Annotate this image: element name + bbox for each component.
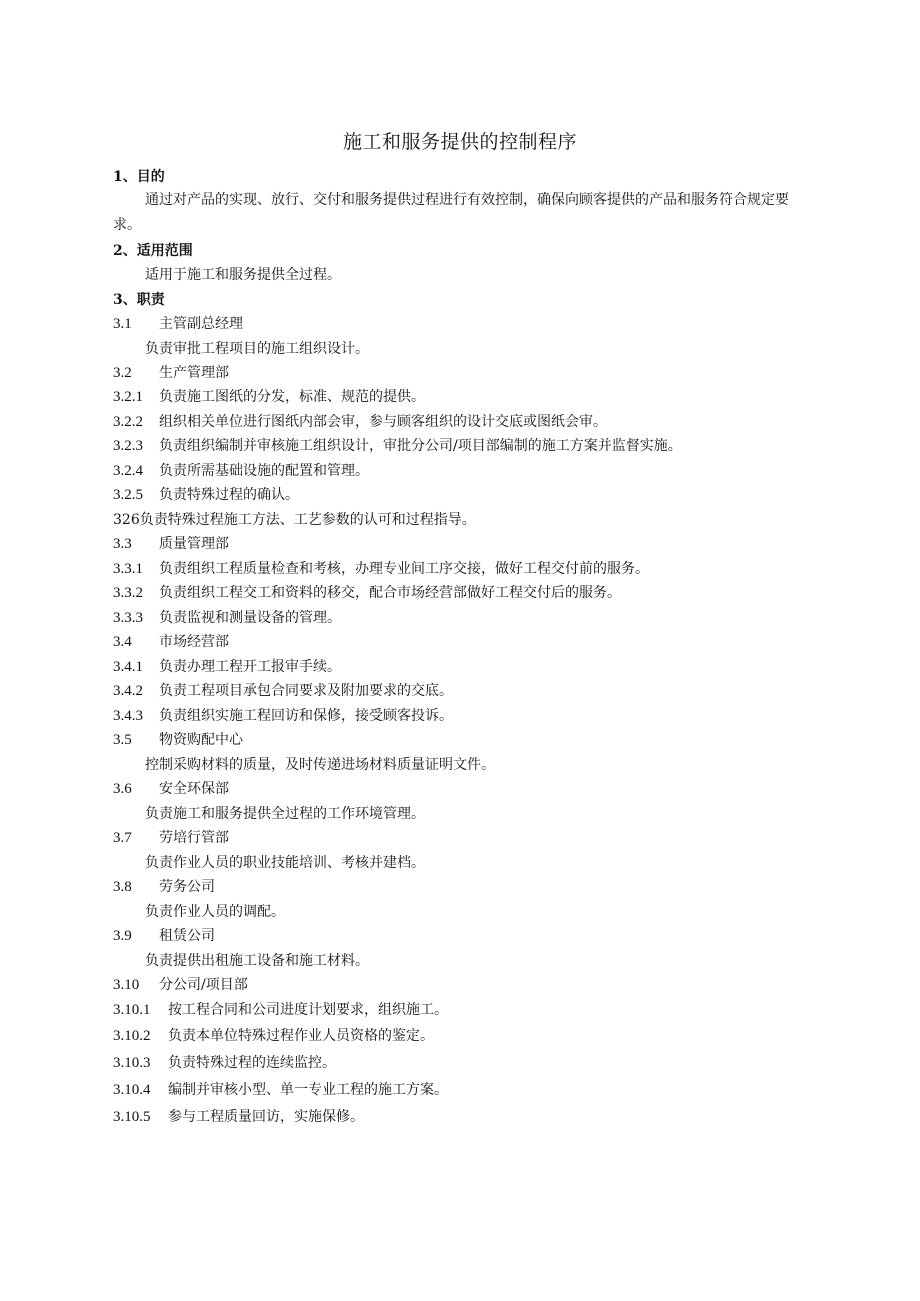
item-text: 负责作业人员的职业技能培训、考核并建档。 [145,855,425,871]
item-number: 3.8 [113,879,132,895]
item-text: 质量管理部 [159,536,229,552]
item-text: 负责施工图纸的分发，标准、规范的提供。 [159,389,425,405]
section-heading-scope: 2、适用范围 [113,243,193,259]
list-item [113,535,229,553]
item-text: 负责审批工程项目的施工组织设计。 [145,341,369,357]
item-number: 3.2.3 [113,438,143,454]
list-item [113,462,369,480]
list-item [145,340,369,358]
list-item [113,437,682,455]
list-item [113,976,248,994]
item-number: 3.2.5 [113,487,143,503]
list-item [145,805,425,823]
item-number: 3.10.2 [113,1028,151,1044]
item-number: 3.2.2 [113,414,143,430]
list-item [113,878,215,896]
list-item [113,413,607,431]
item-text: 负责组织工程质量检查和考核，办理专业间工序交接，做好工程交付前的服务。 [159,561,649,577]
section-body-scope: 适用于施工和服务提供全过程。 [145,267,341,283]
item-number: 3.3.1 [113,561,143,577]
item-text: 负责组织实施工程回访和保修，接受顾客投诉。 [159,708,453,724]
item-text: 负责办理工程开工报审手续。 [159,659,341,675]
item-text: 物资购配中心 [159,732,243,748]
item-number: 3.6 [113,781,132,797]
list-item [113,633,229,651]
item-number: 3.4.2 [113,683,143,699]
list-item [113,1081,448,1099]
item-text: 编制并审核小型、单一专业工程的施工方案。 [168,1082,448,1098]
list-item [113,1027,434,1045]
item-number: 3.10.3 [113,1055,151,1071]
item-text: 安全环保部 [159,781,229,797]
item-text: 主管副总经理 [159,316,243,332]
item-number: 3.10.5 [113,1109,151,1125]
list-item [113,829,229,847]
item-text: 负责组织编制并审核施工组织设计，审批分公司/项目部编制的施工方案并监督实施。 [159,438,682,454]
item-text: 负责组织工程交工和资料的移交，配合市场经营部做好工程交付后的服务。 [159,585,621,601]
section-heading-responsibilities: 3、职责 [113,292,165,308]
item-text: 负责提供出租施工设备和施工材料。 [145,953,369,969]
list-item [145,854,425,872]
item-text: 负责所需基础设施的配置和管理。 [159,463,369,479]
item-number: 3.4.1 [113,659,143,675]
list-item [113,560,649,578]
list-item [113,315,243,333]
item-text: 按工程合同和公司进度计划要求，组织施工。 [168,1002,448,1018]
list-item [113,388,425,406]
list-item [113,511,476,529]
item-text: 负责作业人员的调配。 [145,904,285,920]
item-text: 控制采购材料的质量，及时传递进场材料质量证明文件。 [145,757,495,773]
item-number: 3.4.3 [113,708,143,724]
item-text: 组织相关单位进行图纸内部会审，参与顾客组织的设计交底或图纸会审。 [159,414,607,430]
item-text: 负责监视和测量设备的管理。 [159,610,341,626]
item-text: 租赁公司 [159,928,215,944]
item-text: 生产管理部 [159,365,229,381]
list-item [113,1054,336,1072]
list-item [113,364,229,382]
item-number: 3.9 [113,928,132,944]
item-text: 劳务公司 [159,879,215,895]
item-text: 参与工程质量回访，实施保修。 [168,1109,364,1125]
document-title: 施工和服务提供的控制程序 [342,131,577,153]
list-item [113,609,341,627]
item-number: 3.3.3 [113,610,143,626]
item-number: 3.10.4 [113,1082,151,1098]
item-text: 市场经营部 [159,634,229,650]
item-text: 分公司/项目部 [159,977,248,993]
item-text: 326负责特殊过程施工方法、工艺参数的认可和过程指导。 [113,512,476,528]
list-item [113,584,621,602]
item-number: 3.10.1 [113,1002,151,1018]
item-text: 负责特殊过程的确认。 [159,487,299,503]
item-text: 负责施工和服务提供全过程的工作环境管理。 [145,806,425,822]
item-number: 3.1 [113,316,132,332]
list-item [145,952,369,970]
item-number: 3.2.1 [113,389,143,405]
list-item [145,756,495,774]
list-item [145,903,285,921]
item-number: 3.3 [113,536,132,552]
item-number: 3.4 [113,634,132,650]
item-number: 3.5 [113,732,132,748]
list-item [113,682,453,700]
item-text: 劳培行管部 [159,830,229,846]
item-number: 3.2 [113,365,132,381]
item-number: 3.3.2 [113,585,143,601]
item-number: 3.2.4 [113,463,143,479]
list-item [113,780,229,798]
section-body-purpose: 通过对产品的实现、放行、交付和服务提供过程进行有效控制，确保向顾客提供的产品和服务符合规定要求。 [113,192,789,233]
list-item [113,731,243,749]
item-text: 负责工程项目承包合同要求及附加要求的交底。 [159,683,453,699]
section-heading-purpose: 1、目的 [113,169,165,185]
list-item [113,658,341,676]
list-item [113,1108,364,1126]
item-number: 3.10 [113,977,140,993]
list-item [113,1001,448,1019]
list-item [113,927,215,945]
list-item [113,707,453,725]
item-number: 3.7 [113,830,132,846]
list-item [113,486,299,504]
item-text: 负责本单位特殊过程作业人员资格的鉴定。 [168,1028,434,1044]
item-text: 负责特殊过程的连续监控。 [168,1055,336,1071]
